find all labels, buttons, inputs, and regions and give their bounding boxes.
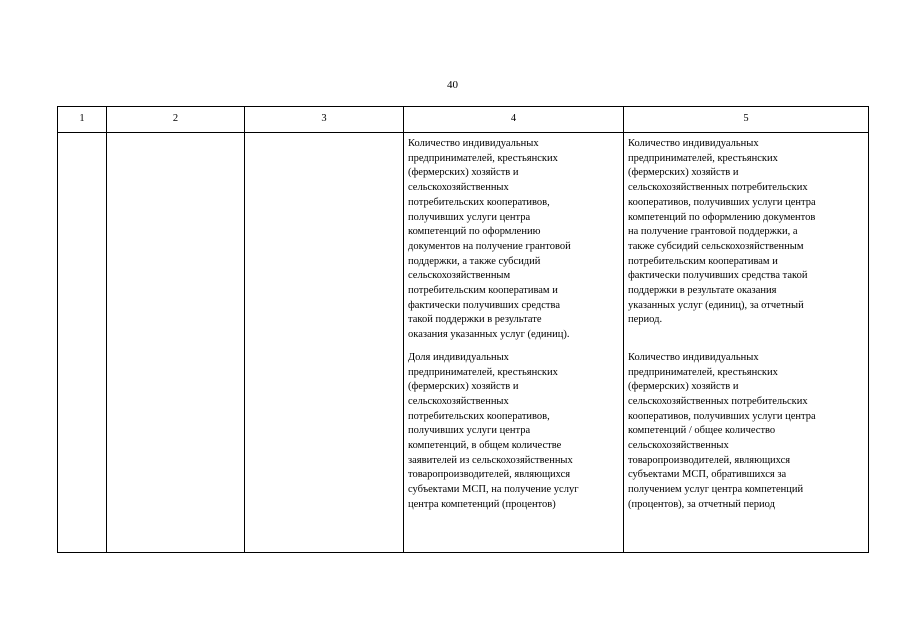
- header-col-3: 3: [245, 107, 404, 133]
- cell-col-2: [107, 133, 245, 553]
- method-count-text: Количество индивидуальных предпринимателей, крестьянских (фермерских) хозяйств и сельскохозяйственных потребительских кооперативов, получивших услуги центра компетенций по оформлению документов на получение грантовой поддержки, а также субсидий сельскохозяйственным потребительским кооперативам и фактически получивших средства такой поддержки в результате оказания указанных услуг (единиц), за отчетный период.: [628, 138, 816, 326]
- page-number: 40: [447, 79, 458, 91]
- header-row: [58, 107, 869, 133]
- indicator-share-text: Доля индивидуальных предпринимателей, крестьянских (фермерских) хозяйств и сельскохозяйственных потребительских кооперативов, получивших услуги центра компетенций, в общем количестве заявителей из сельскохозяйственных товаропроизводителей, являющихся субъектами МСП, на получение услуг центра компетенций (процентов): [408, 351, 579, 510]
- indicator-count-text: Количество индивидуальных предпринимателей, крестьянских (фермерских) хозяйств и сельскохозяйственных потребительских кооперативов, получивших услуги центра компетенций по оформлению документов на получение грантовой поддержки, а также субсидий сельскохозяйственным потребительским кооперативам и фактически получивших средства такой поддержки в результате оказания указанных услуг (единиц).: [408, 138, 571, 341]
- header-col-4: 4: [404, 107, 624, 133]
- method-share-text: Количество индивидуальных предпринимателей, крестьянских (фермерских) хозяйств и сельскохозяйственных потребительских кооперативов, получивших услуги центра компетенций / общее количество сельскохозяйственных товаропроизводителей, являющихся субъектами МСП, обратившихся за получением услуг центра компетенций (процентов), за отчетный период: [628, 351, 816, 510]
- cell-col-5: [624, 133, 869, 553]
- cell-col-4: [404, 133, 624, 553]
- table-row: [58, 133, 869, 553]
- header-col-1: 1: [58, 107, 107, 133]
- cell-col-3: [245, 133, 404, 553]
- cell-col-1: [58, 133, 107, 553]
- header-col-2: 2: [107, 107, 245, 133]
- indicators-table: [57, 106, 869, 553]
- header-col-5: 5: [624, 107, 869, 133]
